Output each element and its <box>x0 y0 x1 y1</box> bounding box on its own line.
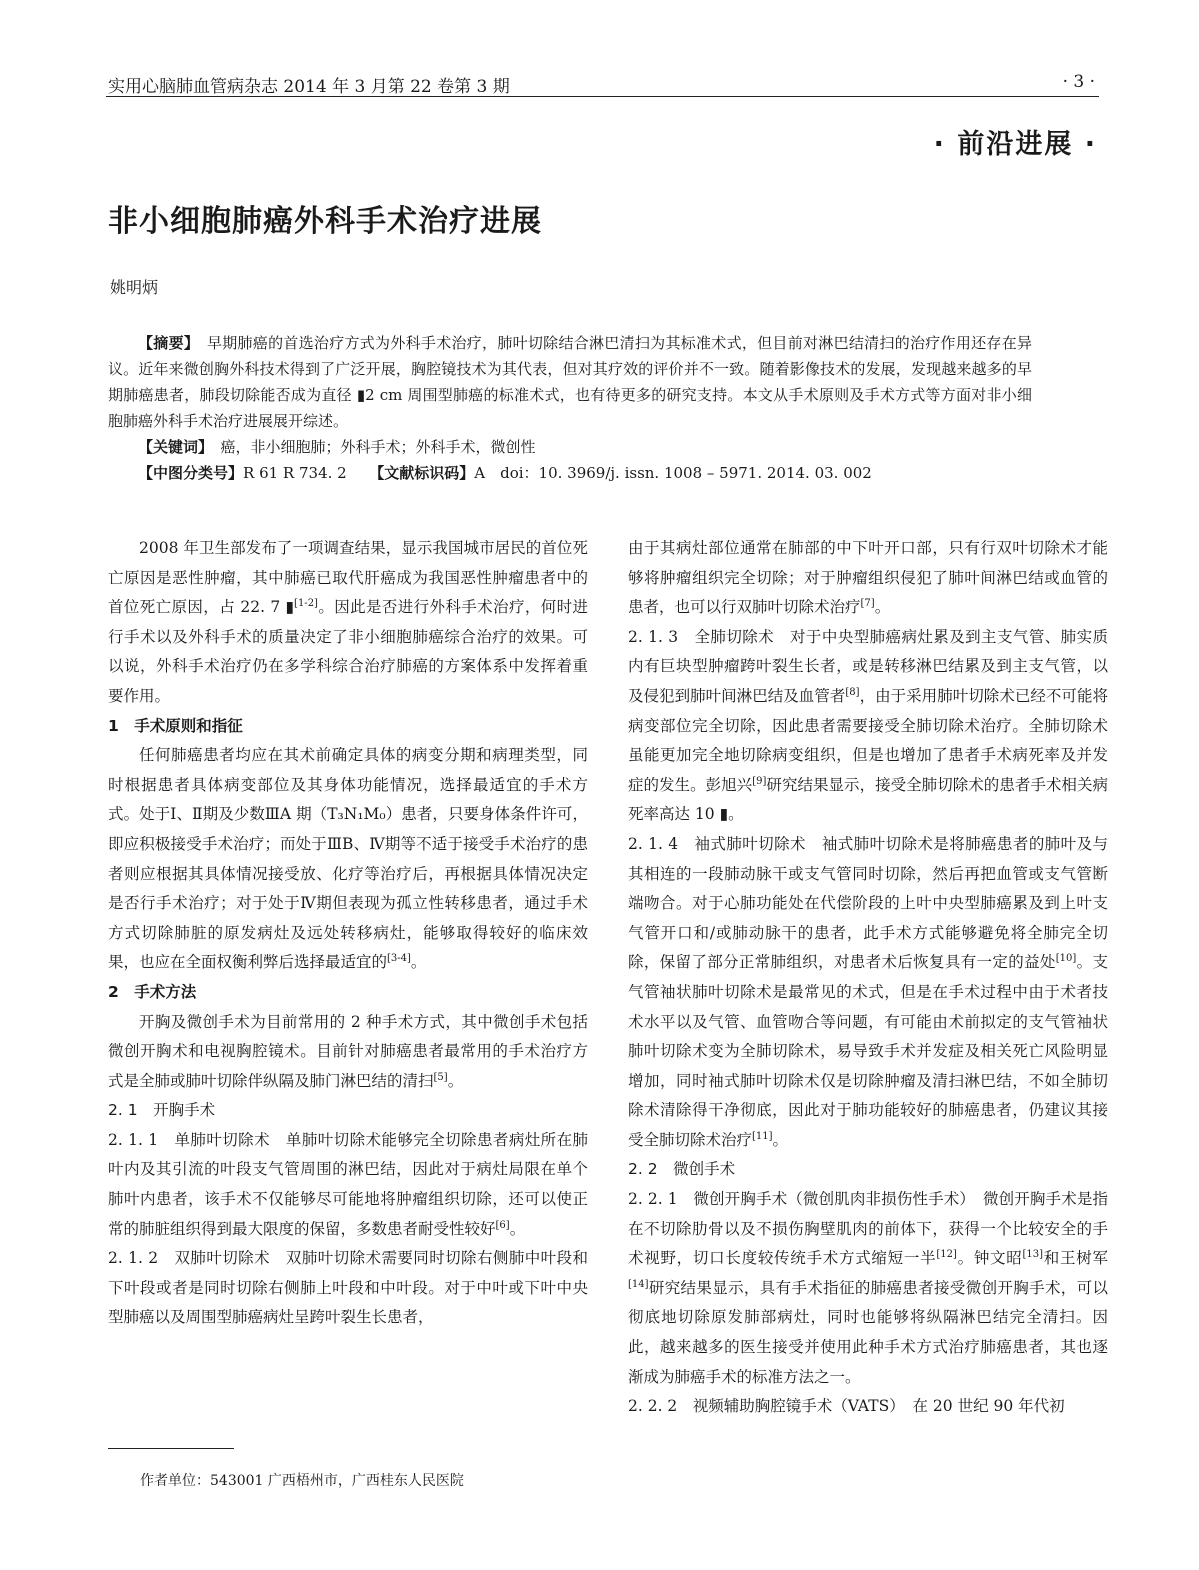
page-number: · 3 · <box>1062 72 1095 92</box>
text: 研究结果显示，接受全肺切除术的患者手术相关病死率高达 10 ▮。 <box>628 775 1108 824</box>
paragraph <box>108 1126 588 1244</box>
section-heading: 2 手术方法 <box>108 982 197 1001</box>
abstract-block <box>108 330 1032 486</box>
paragraph <box>628 1185 1108 1392</box>
paragraph: 2. 2. 2 视频辅助胸腔镜手术（VATS） 在 20 世纪 90 年代初 <box>628 1397 1065 1416</box>
text: 2. 1. 1 单肺叶切除术 单肺叶切除术能够完全切除患者病灶所在肺叶内及其引流的叶段支气管周围的淋巴结，因此对于病灶局限在单个肺叶内患者，该手术不仅能够尽可能地将肿瘤组织切除，还可以使正常的肺脏组织得到最大限度的保留，多数患者耐受性较好 <box>108 1130 588 1238</box>
text: 2. 2. 1 微创开胸手术（微创肌肉非损伤性手术） 微创开胸手术是指在不切除肋骨以及不损伤胸壁肌肉的前体下，获得一个比较安全的手术视野，切口长度较传统手术方式缩短一半 <box>628 1190 1108 1268</box>
abstract-text: 早期肺癌的首选治疗方式为外科手术治疗，肺叶切除结合淋巴清扫为其标准术式，但目前对淋巴结清扫的治疗作用还存在异议。近年来微创胸外科技术得到了广泛开展，胸腔镜技术为其代表，但对其疗效的评价并不一致。随着影像技术的发展，发现越来越多的早期肺癌患者，肺段切除能否成为直径 ▮2 cm 周围型肺癌的标准术式，也有待更多的研究支持。本文从手术原则及手术方式等方面对非小细胞肺癌外科手术治疗进展展开综述。 <box>108 334 1032 430</box>
text: 2. 1. 4 袖式肺叶切除术 袖式肺叶切除术是将肺癌患者的肺叶及与其相连的一段肺动脉干或支气管同时切除，然后再把血管或支气管断端吻合。对于心肺功能处在代偿阶段的上叶中央型肺癌累及到上叶支气管开口和/或肺动脉干的患者，此手术方式能够避免将全肺完全切除，保留了部分正常肺组织，对患者术后恢复具有一定的益处 <box>628 834 1108 972</box>
section-tag: · 前沿进展 · <box>933 129 1097 160</box>
footnote-rule <box>108 1448 234 1449</box>
classification-text: R 61 R 734. 2 <box>243 464 347 482</box>
text: 开胸及微创手术为目前常用的 2 种手术方式，其中微创手术包括微创开胸术和电视胸腔镜术。目前针对肺癌患者最常用的手术治疗方式是全肺或肺叶切除伴纵隔及肺门淋巴结的清扫 <box>108 1012 588 1090</box>
citation: [3-4] <box>387 953 411 965</box>
citation: [5] <box>433 1071 448 1083</box>
classification-label: 【中图分类号】 <box>138 464 244 482</box>
right-column <box>628 534 1108 1422</box>
text: 2. 1. 3 全肺切除术 对于中央型肺癌病灶累及到主支气管、肺实质内有巨块型肿瘤跨叶裂生长者，或是转移淋巴结累及到主支气管，以及侵犯到肺叶间淋巴结及血管者 <box>628 627 1108 705</box>
text: 。 <box>410 953 427 972</box>
keywords-label: 【关键词】 <box>138 438 206 456</box>
author-affiliation: 作者单位：543001 广西梧州市，广西桂东人民医院 <box>140 1473 464 1489</box>
author-name: 姚明炳 <box>110 278 159 297</box>
left-column <box>108 534 588 1333</box>
paragraph <box>108 534 588 712</box>
citation: [6] <box>495 1219 510 1231</box>
keywords-line <box>108 434 1032 460</box>
text: 研究结果显示，具有手术指征的肺癌患者接受微创开胸手术，可以彻底地切除原发肺部病灶，同时也能够将纵隔淋巴结完全清扫。因此，越来越多的医生接受并使用此种手术方式治疗肺癌患者，其也逐渐成为肺癌手术的标准方法之一。 <box>628 1278 1108 1386</box>
subsection-heading: 2. 2 微创手术 <box>628 1160 736 1179</box>
keywords-text: 癌，非小细胞肺；外科手术；外科手术，微创性 <box>220 438 536 456</box>
citation: [11] <box>752 1130 773 1142</box>
citation: [7] <box>860 598 875 610</box>
abstract-paragraph <box>108 330 1032 434</box>
citation: [13] <box>1022 1249 1044 1261</box>
text: 。钟文昭 <box>956 1249 1023 1268</box>
subsection-heading: 2. 1 开胸手术 <box>108 1101 216 1120</box>
paragraph <box>108 741 588 978</box>
text: 。支气管袖状肺叶切除术是最常见的术式，但是在手术过程中由于术者技术水平以及气管、血管吻合等问题，有可能由术前拟定的支气管袖状肺叶切除术变为全肺切除术，易导致手术并发症及相关死亡风险明显增加，同时袖式肺叶切除术仅是切除肿瘤及清扫淋巴结，不如全肺切除术清除得干净彻底，因此对于肺功能较好的肺癌患者，仍建议其接受全肺切除术治疗 <box>628 953 1108 1149</box>
text: 和王树军 <box>1043 1249 1108 1268</box>
doi-text: doi：10. 3969/j. issn. 1008 – 5971. 2014. 03. 002 <box>500 464 872 482</box>
citation: [10] <box>1055 953 1077 965</box>
header-rule <box>106 96 1099 97</box>
text: 任何肺癌患者均应在其术前确定具体的病变分期和病理类型，同时根据患者具体病变部位及其身体功能情况，选择最适宜的手术方式。处于Ⅰ、Ⅱ期及少数ⅢA 期（T₃N₁M₀）患者，只要身体条件许可，即应积极接受手术治疗；而处于ⅢB、Ⅳ期等不适于接受手术治疗的患者则应根据其具体情况接受放、化疗等治疗后，再根据具体情况决定是否行手术治疗；对于处于Ⅳ期但表现为孤立性转移患者，通过手术方式切除肺脏的原发病灶及远处转移病灶，能够取得较好的临床效果，也应在全面权衡利弊后选择最适宜的 <box>108 746 588 972</box>
paragraph <box>108 1008 588 1097</box>
text: 。 <box>874 598 891 617</box>
doc-code-text: A <box>474 464 486 482</box>
paragraph: 2. 1. 2 双肺叶切除术 双肺叶切除术需要同时切除右侧肺中叶段和下叶段或者是同时切除右侧肺上叶段和中叶段。对于中叶或下叶中央型肺癌以及周围型肺癌病灶呈跨叶裂生长患者， <box>108 1249 588 1327</box>
paragraph <box>628 534 1108 623</box>
citation: [8] <box>845 686 860 698</box>
journal-header: 实用心脑肺血管病杂志 2014 年 3 月第 22 卷第 3 期 <box>108 77 510 97</box>
abstract-label: 【摘要】 <box>138 334 192 352</box>
citation: [14] <box>628 1278 649 1290</box>
text: 。 <box>447 1071 464 1090</box>
citation: [9] <box>752 775 767 787</box>
article-title: 非小细胞肺癌外科手术治疗进展 <box>108 204 542 239</box>
text: 。 <box>772 1130 789 1149</box>
section-heading: 1 手术原则和指征 <box>108 716 243 735</box>
citation: [1-2] <box>294 598 318 610</box>
citation: [12] <box>936 1249 957 1261</box>
doc-code-label: 【文献标识码】 <box>376 464 475 482</box>
text: ，由于采用肺叶切除术已经不可能将病变部位完全切除，因此患者需要接受全肺切除术治疗。全肺切除术虽能更加完全地切除病变组织，但是也增加了患者手术病死率及并发症的发生。彭旭兴 <box>628 686 1108 794</box>
text: 由于其病灶部位通常在肺部的中下叶开口部，只有行双叶切除术才能够将肿瘤组织完全切除；对于肿瘤组织侵犯了肺叶间淋巴结或血管的患者，也可以行双肺叶切除术治疗 <box>628 539 1108 617</box>
text: 。 <box>509 1219 526 1238</box>
text: 2008 年卫生部发布了一项调查结果，显示我国城市居民的首位死亡原因是恶性肿瘤，其中肺癌已取代肝癌成为我国恶性肿瘤患者中的首位死亡原因，占 22. 7 ▮ <box>108 539 588 617</box>
text: 。因此是否进行外科手术治疗，何时进行手术以及外科手术的质量决定了非小细胞肺癌综合治疗的效果。可以说，外科手术治疗仍在多学科综合治疗肺癌的方案体系中发挥着重要作用。 <box>108 598 588 705</box>
paragraph <box>628 830 1108 1156</box>
paragraph <box>628 623 1108 830</box>
classification-line <box>108 460 1032 486</box>
